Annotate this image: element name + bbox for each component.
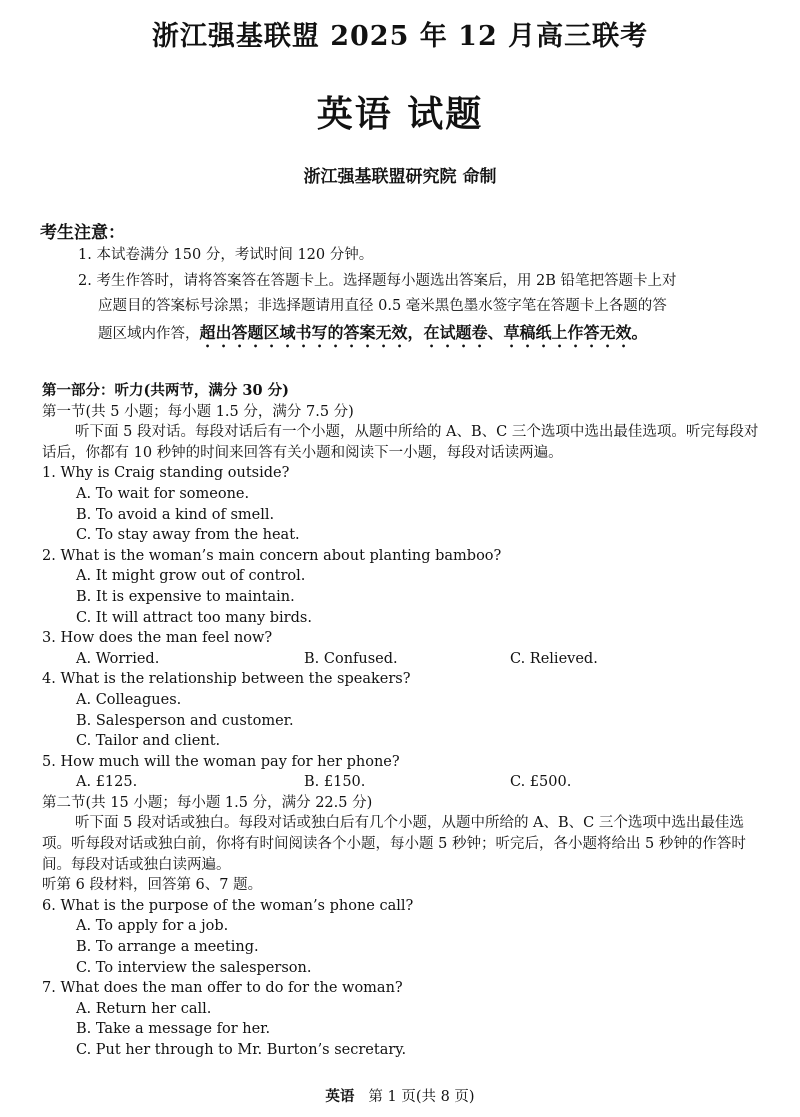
notice-item-1: 1. 本试卷满分 150 分，考试时间 120 分钟。 [78,247,374,263]
question-5-option-c: C. £500. [510,774,572,791]
question-3-option-a: A. Worried. [76,650,160,667]
question-3-option-c: C. Relieved. [510,650,598,667]
section2-title: 第二节(共 15 小题；每小题 1.5 分，满分 22.5 分) [42,794,373,811]
exam-title: 浙江强基联盟 2025 年 12 月高三联考 [151,21,649,52]
question-4-option-a: A. Colleagues. [76,691,182,708]
section2-intro: 听下面 5 段对话或独白。每段对话或独白后有几个小题，从题中所给的 A、B、C 三个选项中选出最佳选项。听每段对话或独白前，你将有时间阅读各个小题，每小题 5 秒钟；听完后，各小题将给出 5 秒钟的作答时间。每段对话或独白读两遍。 [42,815,746,873]
question-7-option-b: B. Take a message for her. [76,1021,271,1038]
notice-item-2-line-2: 应题目的答案标号涂黑；非选择题请用直径 0.5 毫米黑色墨水签字笔在答题卡上各题的答 [98,298,667,314]
question-3-option-b: B. Confused. [304,650,398,667]
question-2-option-a: A. It might grow out of control. [76,568,306,585]
question-4-stem: 4. What is the relationship between the speakers? [42,671,411,688]
producer-line: 浙江强基联盟研究院 命制 [303,167,497,187]
question-3-options [42,649,762,670]
question-1-option-a: A. To wait for someone. [76,485,250,502]
question-7-option-a: A. Return her call. [76,1000,212,1017]
question-2-stem: 2. What is the woman’s main concern about planting bamboo? [42,547,502,564]
question-7-option-c: C. Put her through to Mr. Burton’s secretary. [76,1042,407,1058]
notice-item-2-text: 题区域内作答， [98,325,200,342]
question-5-option-b: B. £150. [304,774,366,791]
subject-title: 英语 试题 [316,93,484,135]
question-6-option-b: B. To arrange a meeting. [76,939,259,956]
section1-title: 第一节(共 5 小题；每小题 1.5 分，满分 7.5 分) [42,403,354,420]
footer-page-number: 第 1 页(共 8 页) [368,1089,475,1105]
notice-emphasis: 超出答题区域书写的答案无效，在试题卷、草稿纸上作答无效。 [199,322,648,342]
question-1-option-c: C. To stay away from the heat. [76,527,300,544]
question-4-option-c: C. Tailor and client. [76,733,221,750]
question-3-stem: 3. How does the man feel now? [42,630,273,647]
notice-title: 考生注意： [40,223,125,243]
material-6-instruction: 听第 6 段材料，回答第 6、7 题。 [42,877,263,894]
part1-title: 第一部分：听力(共两节，满分 30 分) [42,382,289,399]
question-6-option-a: A. To apply for a job. [76,918,229,935]
section1-intro: 听下面 5 段对话。每段对话后有一个小题，从题中所给的 A、B、C 三个选项中选出最佳选项。听完每段对话后，你都有 10 秒钟的时间来回答有关小题和阅读下一小题，每段对话读两遍。 [42,424,759,461]
question-7-stem: 7. What does the man offer to do for the woman? [42,980,403,997]
question-1-stem: 1. Why is Craig standing outside? [42,465,290,482]
notice-item-2-line-3 [78,320,768,351]
listening-section [42,381,762,1061]
question-5-stem: 5. How much will the woman pay for her phone? [42,753,400,770]
footer-subject: 英语 [325,1088,355,1105]
notice-item-2-line-1: 2. 考生作答时，请将答案答在答题卡上。选择题每小题选出答案后，用 2B 铅笔把答题卡上对 [78,272,677,289]
question-4-option-b: B. Salesperson and customer. [76,712,294,729]
question-6-option-c: C. To interview the salesperson. [76,959,312,976]
question-1-option-b: B. To avoid a kind of smell. [76,506,275,523]
notice-block [78,243,768,351]
question-2-option-c: C. It will attract too many birds. [76,609,312,626]
question-5-option-a: A. £125. [76,774,138,791]
question-5-options [42,772,762,793]
question-2-option-b: B. It is expensive to maintain. [76,588,295,605]
question-6-stem: 6. What is the purpose of the woman’s phone call? [42,897,414,914]
page-footer [0,1085,800,1106]
